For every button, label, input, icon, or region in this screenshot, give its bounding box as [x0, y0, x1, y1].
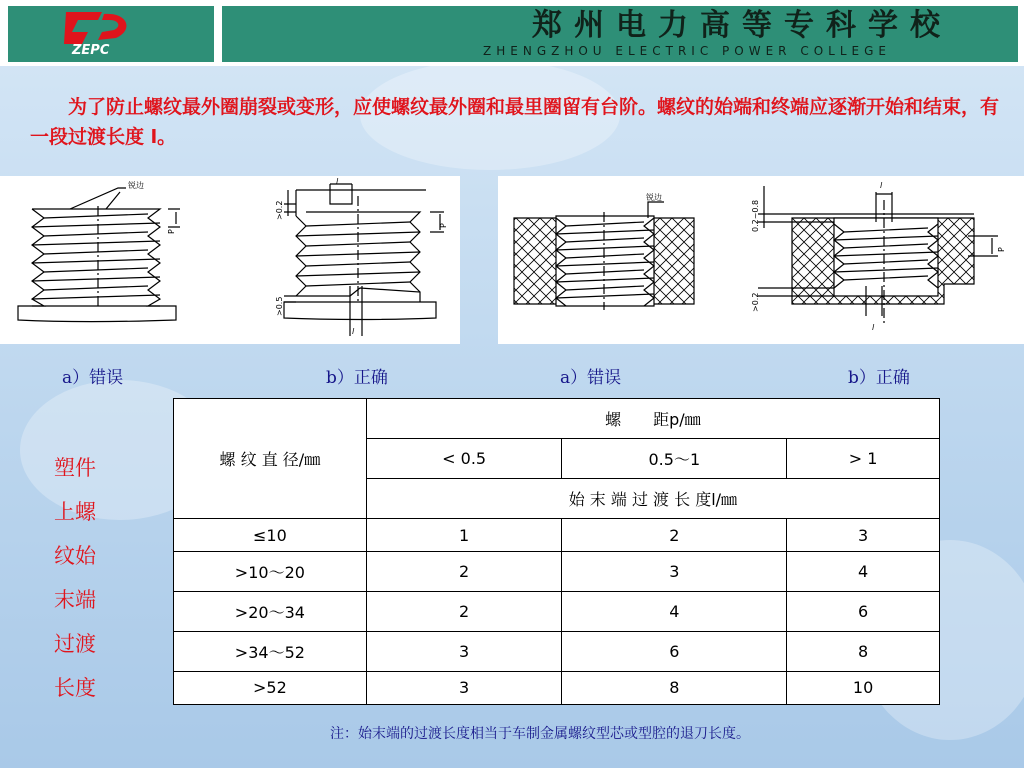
internal-wrong-drawing	[514, 202, 694, 310]
table-cell: 2	[366, 552, 562, 592]
length-annotation-bottom: l	[352, 327, 355, 336]
pitch-range-cell: 0.5～1	[562, 439, 787, 479]
figure-label-a-wrong: a）错误	[62, 368, 124, 388]
table-cell: 2	[562, 519, 787, 552]
footnote: 注：始末端的过渡长度相当于车制金属螺纹型芯或型腔的退刀长度。	[330, 726, 750, 742]
range-annotation: 0.2~0.8	[751, 199, 760, 232]
side-caption-line: 纹始	[54, 544, 96, 568]
table-cell: >10～20	[174, 552, 367, 592]
length-annotation-top: l	[336, 177, 339, 186]
table-cell: 6	[562, 631, 787, 671]
logo-panel	[8, 6, 214, 62]
side-caption-line: 长度	[54, 676, 96, 700]
edge-annotation: 锐边	[128, 181, 144, 190]
gt02-annotation-int: >0.2	[751, 292, 760, 312]
table-cell: 4	[787, 552, 940, 592]
pitch-annotation: P	[167, 229, 176, 234]
gt02-annotation: >0.2	[275, 200, 284, 220]
logo-text: ZEPC	[72, 43, 110, 58]
side-caption-line: 塑件	[54, 456, 96, 480]
figure-label-b-correct: b）正确	[326, 368, 388, 388]
table-cell: 8	[562, 671, 787, 704]
pitch-annotation-correct: P	[439, 223, 448, 228]
thread-figure-internal	[498, 176, 1024, 344]
edge-annotation-2: 锐边	[646, 193, 662, 202]
table-cell: 3	[787, 519, 940, 552]
length-header: 始 末 端 过 渡 长 度l/㎜	[366, 479, 939, 519]
table-cell: 3	[366, 671, 562, 704]
table-cell: 3	[366, 631, 562, 671]
table-row	[174, 592, 940, 632]
title-panel	[222, 6, 1018, 62]
college-logo	[58, 10, 136, 58]
college-title-cn: 郑州电力高等专科学校	[532, 8, 952, 43]
internal-correct-drawing	[758, 186, 998, 326]
length-annotation-int-top: l	[880, 181, 883, 190]
table-cell: 4	[562, 592, 787, 632]
thread-wrong-drawing	[18, 188, 180, 322]
thread-correct-drawing	[284, 184, 444, 336]
side-caption-line: 上螺	[54, 500, 96, 524]
diameter-header: 螺 纹 直 径/㎜	[174, 399, 367, 519]
transition-length-table	[173, 398, 940, 705]
side-caption-line: 过渡	[54, 632, 96, 656]
college-title-en: ZHENGZHOU ELECTRIC POWER COLLEGE	[483, 44, 891, 58]
table-cell: 3	[562, 552, 787, 592]
table-cell: >52	[174, 671, 367, 704]
table-row	[174, 671, 940, 704]
table-cell: >34～52	[174, 631, 367, 671]
figure-label-b-correct-2: b）正确	[848, 368, 910, 388]
figure-label-a-wrong-2: a）错误	[560, 368, 622, 388]
side-caption-line: 末端	[54, 588, 96, 612]
table-cell: 2	[366, 592, 562, 632]
pitch-annotation-int: P	[997, 247, 1006, 252]
pitch-header: 螺 距p/㎜	[366, 399, 939, 439]
gt05-annotation: >0.5	[275, 296, 284, 316]
table-cell: >20～34	[174, 592, 367, 632]
table-row	[174, 519, 940, 552]
pitch-range-cell: < 0.5	[366, 439, 562, 479]
table-row	[174, 552, 940, 592]
table-cell: 8	[787, 631, 940, 671]
table-cell: 10	[787, 671, 940, 704]
side-caption	[54, 446, 114, 710]
thread-figure-external	[0, 176, 460, 344]
table-cell: 1	[366, 519, 562, 552]
table-cell: ≤10	[174, 519, 367, 552]
pitch-range-cell: > 1	[787, 439, 940, 479]
length-annotation-int-bottom: l	[872, 323, 875, 332]
internal-thread-diagram	[498, 176, 1024, 344]
table-cell: 6	[787, 592, 940, 632]
external-thread-diagram	[0, 176, 460, 344]
table-row	[174, 631, 940, 671]
header-bar	[0, 0, 1024, 66]
table-header-row	[174, 399, 940, 439]
intro-paragraph: 为了防止螺纹最外圈崩裂或变形，应使螺纹最外圈和最里圈留有台阶。螺纹的始端和终端应逐渐开始和结束，有一段过渡长度 l。	[30, 96, 1000, 148]
